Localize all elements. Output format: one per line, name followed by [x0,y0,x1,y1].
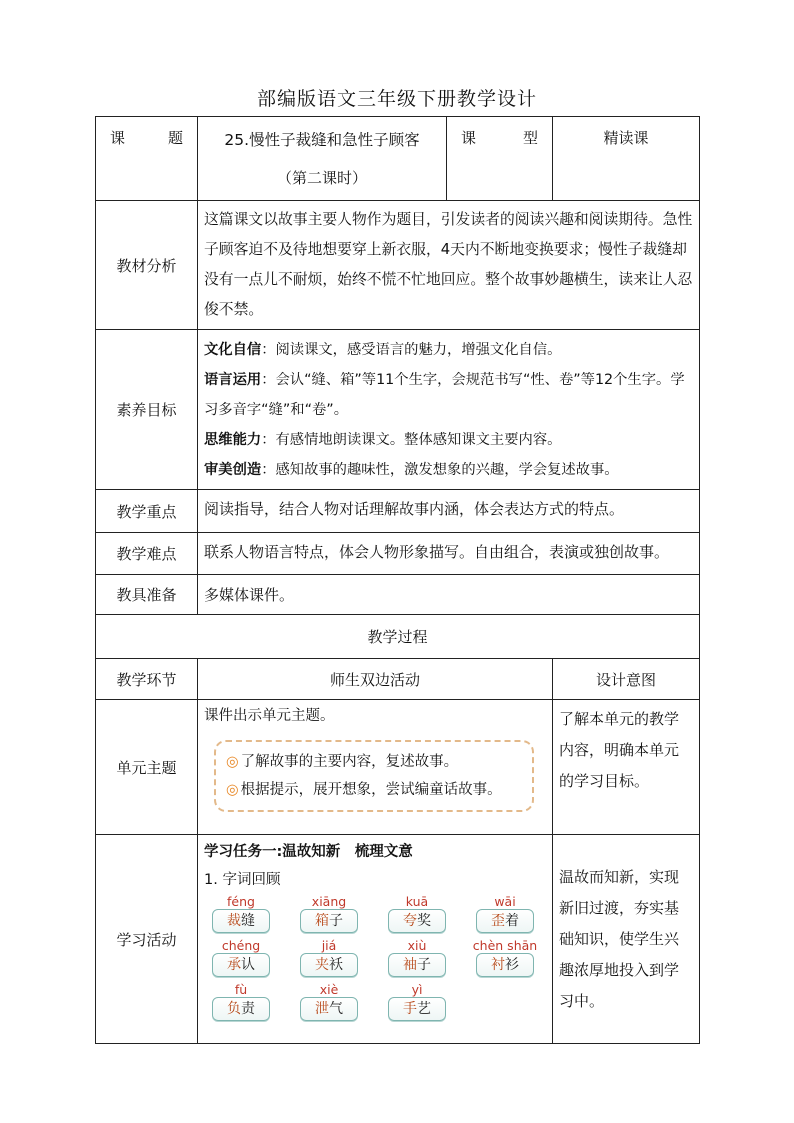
vocab-pinyin: féng [227,894,255,909]
vocab-pinyin: jiá [321,938,337,953]
task-title: 学习任务一:温故知新 梳理文意 [204,844,413,860]
type-value: 精读课 [553,117,700,201]
topic-line2: （第二课时） [276,169,367,187]
col-stage-header: 教学环节 [96,659,198,700]
topic-line1: 25.慢性子裁缝和急性子顾客 [224,131,420,149]
vocab-pinyin: xiù [407,938,427,953]
vocab-char-target: 泄 [315,1001,329,1017]
vocab-word [202,895,280,933]
vocab-char-target: 袖 [403,957,417,973]
goal-thinking-head: 思维能力 [204,431,262,448]
vocab-word [202,939,280,977]
goal-aesthetic [204,455,693,485]
vocab-pinyin: yì [411,982,423,997]
vocab-char-rest: 袄 [329,957,343,973]
vocab-word [378,983,456,1021]
vocab-word [290,895,368,933]
vocab-char-target: 箱 [315,913,329,929]
unit-theme-box [214,740,534,812]
vocab-char-target: 裁 [227,913,241,929]
lesson-plan-table [95,116,700,1044]
vocab-word [202,983,280,1021]
topic-label: 课 题 [96,117,198,201]
goal-language-head: 语言运用 [204,371,262,388]
vocab-chip [212,997,270,1021]
unit-theme-bullet-1-text: 了解故事的主要内容，复述故事。 [240,754,459,770]
vocab-pinyin: kuā [405,894,429,909]
unit-theme-intro: 课件出示单元主题。 [204,708,335,724]
vocab-char-rest: 子 [329,913,343,929]
document-title: 部编版语文三年级下册教学设计 [256,88,537,110]
goal-culture-text: ：阅读课文，感受语言的魅力，增强文化自信。 [261,341,562,358]
vocab-char-target: 衬 [491,957,505,973]
vocab-char-rest: 着 [505,913,519,929]
vocab-chip [212,909,270,933]
process-title: 教学过程 [96,615,700,659]
key-points-text: 阅读指导，结合人物对话理解故事内涵，体会表达方式的特点。 [198,490,700,533]
goal-culture [204,335,693,365]
learning-activity-intent: 温故而知新，实现新旧过渡，夯实基础知识，使学生兴趣浓厚地投入到学习中。 [553,835,700,1044]
vocab-word [378,939,456,977]
unit-theme-label: 单元主题 [96,700,198,835]
vocab-char-rest: 责 [241,1001,255,1017]
literacy-goals-content [198,330,700,490]
difficulties-label: 教学难点 [96,533,198,575]
learning-activity-content [198,835,553,1044]
unit-theme-bullet-2 [226,776,522,804]
vocab-chip [300,997,358,1021]
vocab-pinyin: xiè [319,982,339,997]
goal-language [204,365,693,425]
vocab-word [466,895,544,933]
vocab-char-rest: 子 [417,957,431,973]
vocab-char-rest: 艺 [417,1001,431,1017]
material-analysis-text: 这篇课文以故事主要人物作为题目，引发读者的阅读兴趣和阅读期待。急性子顾客迫不及待地想要穿上新衣服，4天内不断地变换要求；慢性子裁缝却没有一点儿不耐烦，始终不慌不忙地回应。整个故事妙趣横生，读来让人忍俊不禁。 [198,201,700,330]
vocab-pinyin: chéng [221,938,261,953]
vocab-pinyin: xiāng [311,894,347,909]
goal-thinking-text: ：有感情地朗读课文。整体感知课文主要内容。 [261,431,562,448]
vocab-char-target: 负 [227,1001,241,1017]
vocab-chip [388,953,446,977]
literacy-goals-label: 素养目标 [96,330,198,490]
goal-aesthetic-text: ：感知故事的趣味性，激发想象的兴趣，学会复述故事。 [261,461,619,478]
difficulties-text: 联系人物语言特点，体会人物形象描写。自由组合，表演或独创故事。 [198,533,700,575]
vocab-chip [300,909,358,933]
vocab-word [290,983,368,1021]
goal-culture-head: 文化自信 [204,341,262,358]
vocab-chip [388,909,446,933]
unit-theme-activity [198,700,553,835]
unit-theme-intent: 了解本单元的教学内容，明确本单元的学习目标。 [553,700,700,835]
goal-language-text: ：会认“缝、箱”等11个生字，会规范书写“性、卷”等12个生字。学习多音字“缝”和“卷”。 [204,371,685,418]
vocab-char-rest: 认 [241,957,255,973]
vocab-char-target: 夹 [315,957,329,973]
unit-theme-bullet-2-text: 根据提示，展开想象，尝试编童话故事。 [240,782,502,798]
vocab-char-rest: 缝 [241,913,255,929]
vocab-char-rest: 衫 [505,957,519,973]
vocab-chip [212,953,270,977]
vocab-word [290,939,368,977]
col-activity-header: 师生双边活动 [198,659,553,700]
vocab-pinyin: chèn shān [472,938,538,953]
material-analysis-label: 教材分析 [96,201,198,330]
key-points-label: 教学重点 [96,490,198,533]
unit-theme-bullet-1 [226,748,522,776]
circle-bullet-icon: ◎ [226,782,239,798]
vocab-word [466,939,544,977]
circle-bullet-icon: ◎ [226,754,239,770]
goal-thinking [204,425,693,455]
materials-label: 教具准备 [96,575,198,615]
vocab-chip [388,997,446,1021]
col-intent-header: 设计意图 [553,659,700,700]
goal-aesthetic-head: 审美创造 [204,461,262,478]
vocab-subtitle: 1. 字词回顾 [204,872,281,888]
vocab-char-target: 夸 [403,913,417,929]
vocab-char-target: 歪 [491,913,505,929]
vocab-word [378,895,456,933]
vocab-char-rest: 奖 [417,913,431,929]
vocab-pinyin: fù [234,982,248,997]
vocab-grid [198,893,552,1031]
vocab-char-target: 手 [403,1001,417,1017]
type-label: 课 型 [447,117,553,201]
learning-activity-label: 学习活动 [96,835,198,1044]
vocab-chip [476,909,534,933]
vocab-char-target: 承 [227,957,241,973]
vocab-pinyin: wāi [494,894,516,909]
topic-value [198,117,447,201]
materials-text: 多媒体课件。 [198,575,700,615]
vocab-chip [300,953,358,977]
vocab-chip [476,953,534,977]
vocab-char-rest: 气 [329,1001,343,1017]
